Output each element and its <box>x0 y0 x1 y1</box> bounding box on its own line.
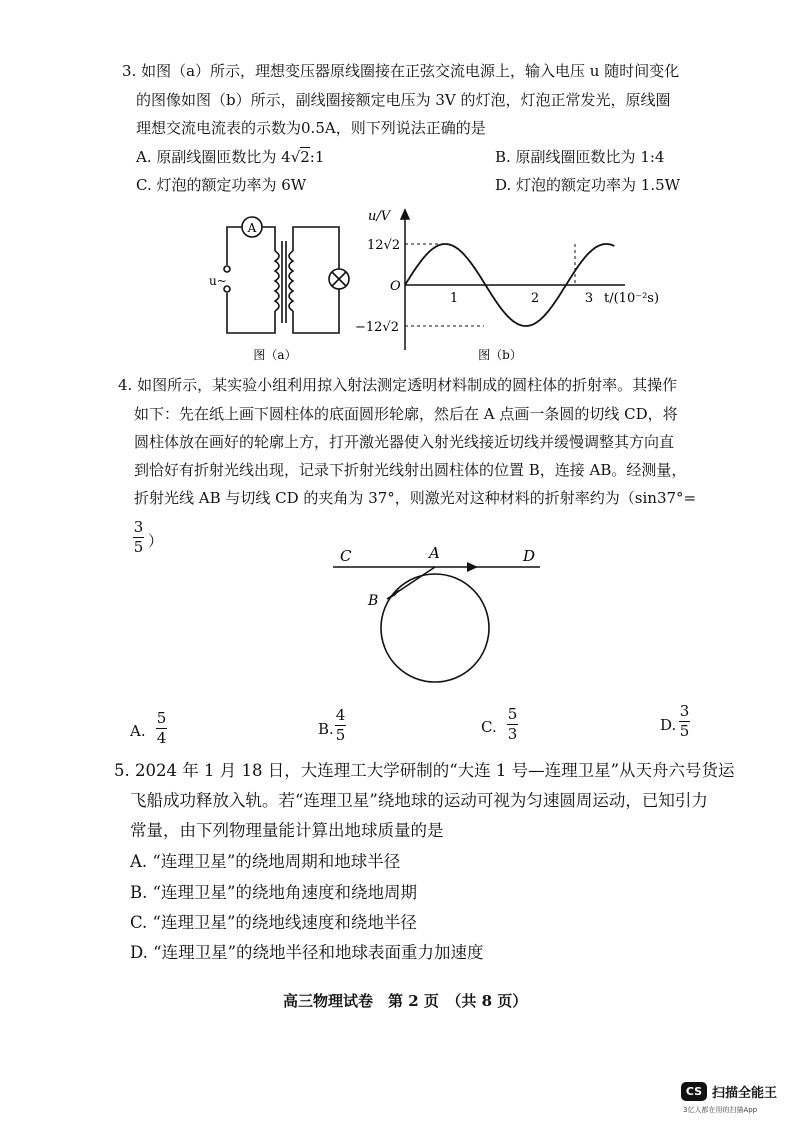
source-label: u~ <box>209 274 227 288</box>
q5-option-d: D. “连理卫星”的绕地半径和地球表面重力加速度 <box>130 943 484 962</box>
origin-label: O <box>390 279 401 294</box>
paren-close: ） <box>148 532 164 550</box>
q4-option-d-label: D. <box>660 716 677 734</box>
cylinder-cross-section <box>381 574 489 682</box>
point-c-label: C <box>340 547 352 565</box>
y-axis-arrow-icon <box>401 210 409 219</box>
q3-option-a-radicand: 2 <box>300 148 310 166</box>
ammeter-label: A <box>247 221 257 235</box>
q4-option-c-label: C. <box>481 718 497 736</box>
q4-option-a-num: 5 <box>156 709 167 727</box>
q3-option-a-text: A. 原副线圈匝数比为 4 <box>136 148 291 166</box>
x-tick-1: 1 <box>449 291 459 306</box>
q4-option-b-fraction <box>335 707 346 744</box>
q5-option-c: C. “连理卫星”的绕地线速度和绕地半径 <box>130 913 417 932</box>
q4-option-d-num: 3 <box>679 702 690 720</box>
q4-line-5: 折射光线 AB 与切线 CD 的夹角为 37°，则激光对这种材料的折射率约为（sin37°= <box>134 489 697 507</box>
y-min-label: −12√2 <box>355 320 399 335</box>
camscanner-subtitle: 3亿人都在用的扫描App <box>683 1106 758 1114</box>
y-max-label: 12√2 <box>367 238 401 253</box>
q3-option-a-ratio: :1 <box>309 148 325 166</box>
q4-option-d-den: 5 <box>679 722 690 741</box>
point-a-label: A <box>429 544 440 562</box>
figure-a-caption: 图（a） <box>253 348 297 362</box>
q4-option-c-fraction <box>507 706 518 743</box>
q5-option-b: B. “连理卫星”的绕地角速度和绕地周期 <box>130 883 417 902</box>
camscanner-title: 扫描全能王 <box>712 1086 778 1101</box>
q3-line-2: 的图像如图（b）所示，副线圈接额定电压为 3V 的灯泡，灯泡正常发光，原线圈 <box>136 91 671 109</box>
q5-line-1: 5. 2024 年 1 月 18 日，大连理工大学研制的“大连 1 号—连理卫星”从天舟六号货运 <box>114 761 735 780</box>
q4-option-b-num: 4 <box>335 706 346 724</box>
refracted-arrow-icon <box>389 590 399 598</box>
q4-option-c-den: 3 <box>507 725 518 744</box>
sin37-fraction <box>133 519 144 556</box>
q3-option-b: B. 原副线圈匝数比为 1:4 <box>495 148 665 166</box>
refraction-circle-diagram <box>325 540 555 690</box>
page-footer: 高三物理试卷 第 2 页 （共 8 页） <box>283 992 528 1010</box>
q3-line-3: 理想交流电流表的示数为0.5A，则下列说法正确的是 <box>136 119 486 137</box>
incident-arrow-icon <box>467 562 478 572</box>
fraction-denominator: 5 <box>133 538 144 557</box>
q4-option-a-fraction <box>156 710 167 747</box>
terminal-top-icon <box>224 266 230 272</box>
figure-b-caption: 图（b） <box>478 348 522 362</box>
q3-option-d: D. 灯泡的额定功率为 1.5W <box>495 176 681 194</box>
q4-line-1: 4. 如图所示，某实验小组利用掠入射法测定透明材料制成的圆柱体的折射率。其操作 <box>118 376 678 394</box>
q5-line-3: 常量，由下列物理量能计算出地球质量的是 <box>130 821 444 840</box>
x-tick-3: 3 <box>584 291 594 306</box>
q5-option-a: A. “连理卫星”的绕地周期和地球半径 <box>130 852 401 871</box>
q4-option-b-den: 5 <box>335 726 346 745</box>
q5-line-2: 飞船成功释放入轨。若“连理卫星”绕地球的运动可视为匀速圆周运动，已知引力 <box>130 791 708 810</box>
q3-line-1: 3. 如图（a）所示，理想变压器原线圈接在正弦交流电源上，输入电压 u 随时间变化 <box>122 62 680 80</box>
q4-option-a-den: 4 <box>156 729 167 748</box>
q4-option-c-num: 5 <box>507 705 518 723</box>
q4-line-3: 圆柱体放在画好的轮廓上方，打开激光器使入射光线接近切线并缓慢调整其方向直 <box>134 433 675 451</box>
q4-option-b-label: B. <box>318 720 334 738</box>
q4-option-d-fraction <box>679 703 690 740</box>
sqrt-icon: √ <box>290 148 301 166</box>
q3-option-a <box>136 148 324 166</box>
x-axis-label: t/(10⁻²s) <box>604 291 660 306</box>
point-d-label: D <box>523 547 536 565</box>
voltage-time-graph <box>340 205 670 365</box>
q4-line-2: 如下：先在纸上画下圆柱体的底面圆形轮廓，然后在 A 点画一条圆的切线 CD，将 <box>134 405 678 423</box>
point-b-label: B <box>368 593 379 609</box>
q4-line-4: 到恰好有折射光线出现，记录下折射光线射出圆柱体的位置 B，连接 AB。经测量， <box>134 461 687 479</box>
fraction-numerator: 3 <box>133 518 144 536</box>
camscanner-logo-icon: CS <box>681 1082 707 1101</box>
x-tick-2: 2 <box>530 291 540 306</box>
q4-option-a-label: A. <box>130 722 146 740</box>
q3-option-c: C. 灯泡的额定功率为 6W <box>136 176 307 194</box>
y-axis-label: u/V <box>368 209 391 224</box>
